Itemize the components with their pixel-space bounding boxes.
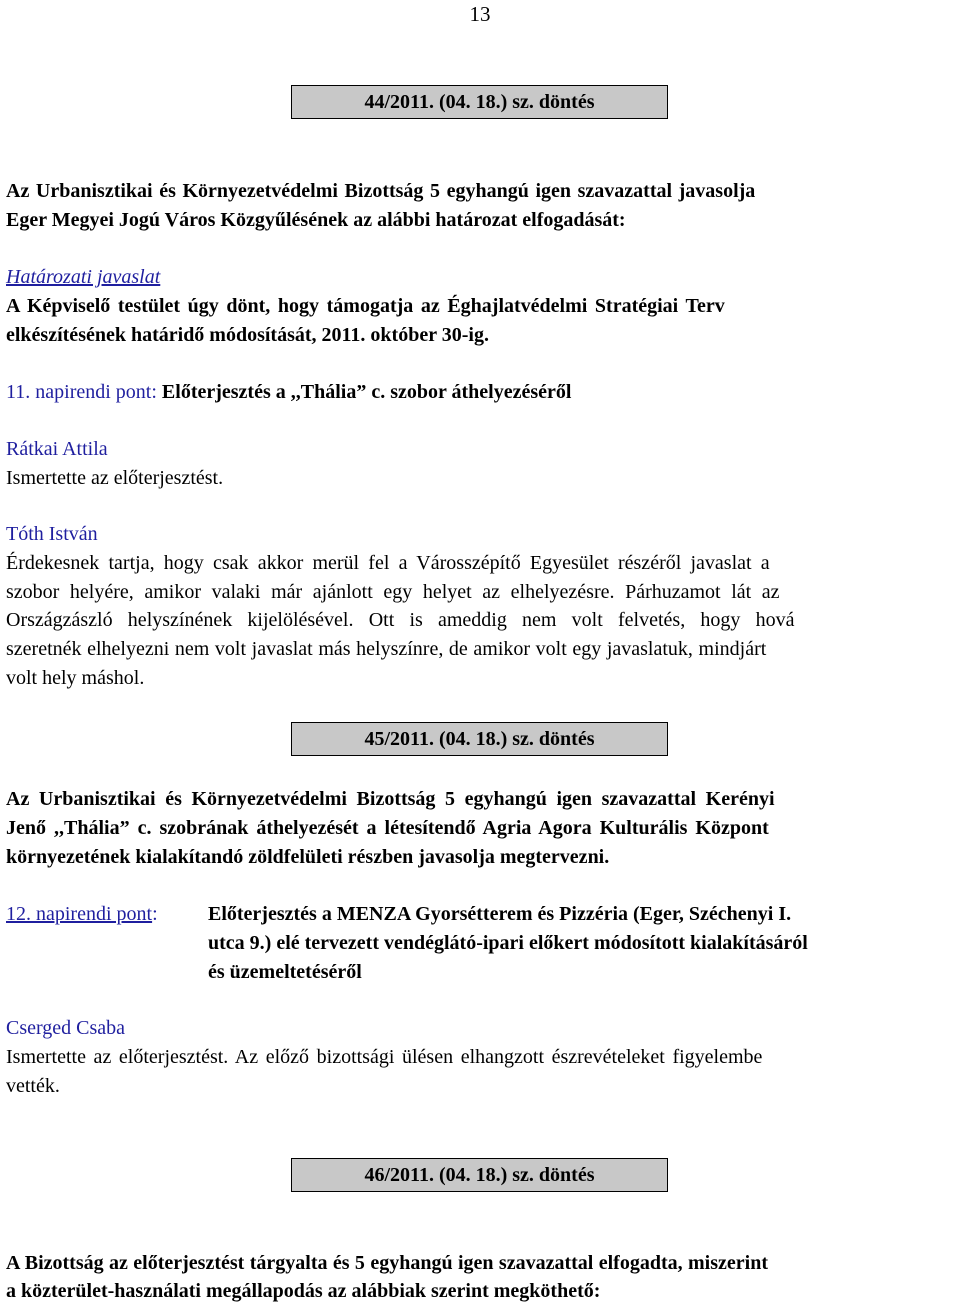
agenda-item-11-label: napirendi pont	[30, 381, 152, 403]
decision3-line: A Bizottság az előterjesztést tárgyalta és 5 egyhangú igen szavazattal elfogadta, miszerint	[6, 1252, 768, 1274]
agenda-item-12-title: utca 9.) elé tervezett vendéglátó-ipari előkert módosított kialakításáról	[208, 932, 808, 954]
speaker-toth-line: Érdekesnek tartja, hogy csak akkor merül fel a Városszépítő Egyesület részéről javaslat a	[6, 552, 770, 574]
page-number: 13	[469, 2, 491, 26]
speaker-toth-line: Országzászló helyszínének kijelölésével. Ott is ameddig nem volt felvetés, hogy hová	[6, 609, 795, 631]
decision2-line: Az Urbanisztikai és Környezetvédelmi Bizottság 5 egyhangú igen szavazattal Kerényi	[6, 788, 775, 810]
speaker-ratkai-text: Ismertette az előterjesztést.	[6, 467, 224, 489]
agenda-item-11-number: 11.	[6, 381, 31, 403]
proposal-line1: A Képviselő testület úgy dönt, hogy támogatja az Éghajlatvédelmi Stratégiai Terv	[6, 295, 725, 317]
agenda-item-12-title: és üzemeltetéséről	[208, 961, 362, 983]
decision-box-44: 44/2011. (04. 18.) sz. döntés	[291, 85, 668, 119]
speaker-cserged-line: Ismertette az előterjesztést. Az előző bizottsági ülésen elhangzott észrevételeket figyelembe	[6, 1046, 763, 1068]
decision1-line1: Az Urbanisztikai és Környezetvédelmi Bizottság 5 egyhangú igen szavazattal javasolja	[6, 180, 756, 202]
agenda-item-12-label: 12. napirendi pont	[6, 903, 153, 925]
proposal-line2: elkészítésének határidő módosítását, 2011. október 30-ig.	[6, 324, 489, 346]
speaker-toth-line: szeretnék elhelyezni nem volt javaslat más helyszínre, de amikor volt egy javaslatuk, mindjárt	[6, 638, 767, 660]
agenda-item-12-title: Előterjesztés a MENZA Gyorsétterem és Pizzéria (Eger, Széchenyi I.	[208, 903, 792, 925]
agenda-item-11	[6, 378, 571, 406]
decision-box-45: 45/2011. (04. 18.) sz. döntés	[291, 722, 668, 756]
decision2-line: Jenő ,,Thália” c. szobrának áthelyezését a létesítendő Agria Agora Kulturális Központ	[6, 817, 769, 839]
speaker-cserged-line: vették.	[6, 1075, 60, 1097]
agenda-item-12	[6, 900, 158, 928]
decision3-line: a közterület-használati megállapodás az alábbiak szerint megköthető:	[6, 1280, 601, 1302]
agenda-item-12-colon: :	[152, 903, 158, 925]
decision-box-46: 46/2011. (04. 18.) sz. döntés	[291, 1158, 668, 1192]
speaker-cserged: Cserged Csaba	[6, 1017, 126, 1039]
agenda-item-11-title: Előterjesztés a ,,Thália” c. szobor áthelyezéséről	[161, 381, 572, 403]
agenda-item-11-colon: :	[151, 381, 162, 403]
decision2-line: környezetének kialakítandó zöldfelületi részben javasolja megtervezni.	[6, 846, 610, 868]
speaker-toth-line: szobor helyére, amikor valaki már ajánlott egy helyet az elhelyezésre. Párhuzamot lát az	[6, 581, 780, 603]
decision1-line2: Eger Megyei Jogú Város Közgyűlésének az alábbi határozat elfogadását:	[6, 209, 626, 231]
speaker-ratkai: Rátkai Attila	[6, 438, 108, 460]
speaker-toth: Tóth István	[6, 523, 98, 545]
speaker-toth-line: volt hely máshol.	[6, 667, 145, 689]
proposal-label: Határozati javaslat	[6, 266, 161, 288]
